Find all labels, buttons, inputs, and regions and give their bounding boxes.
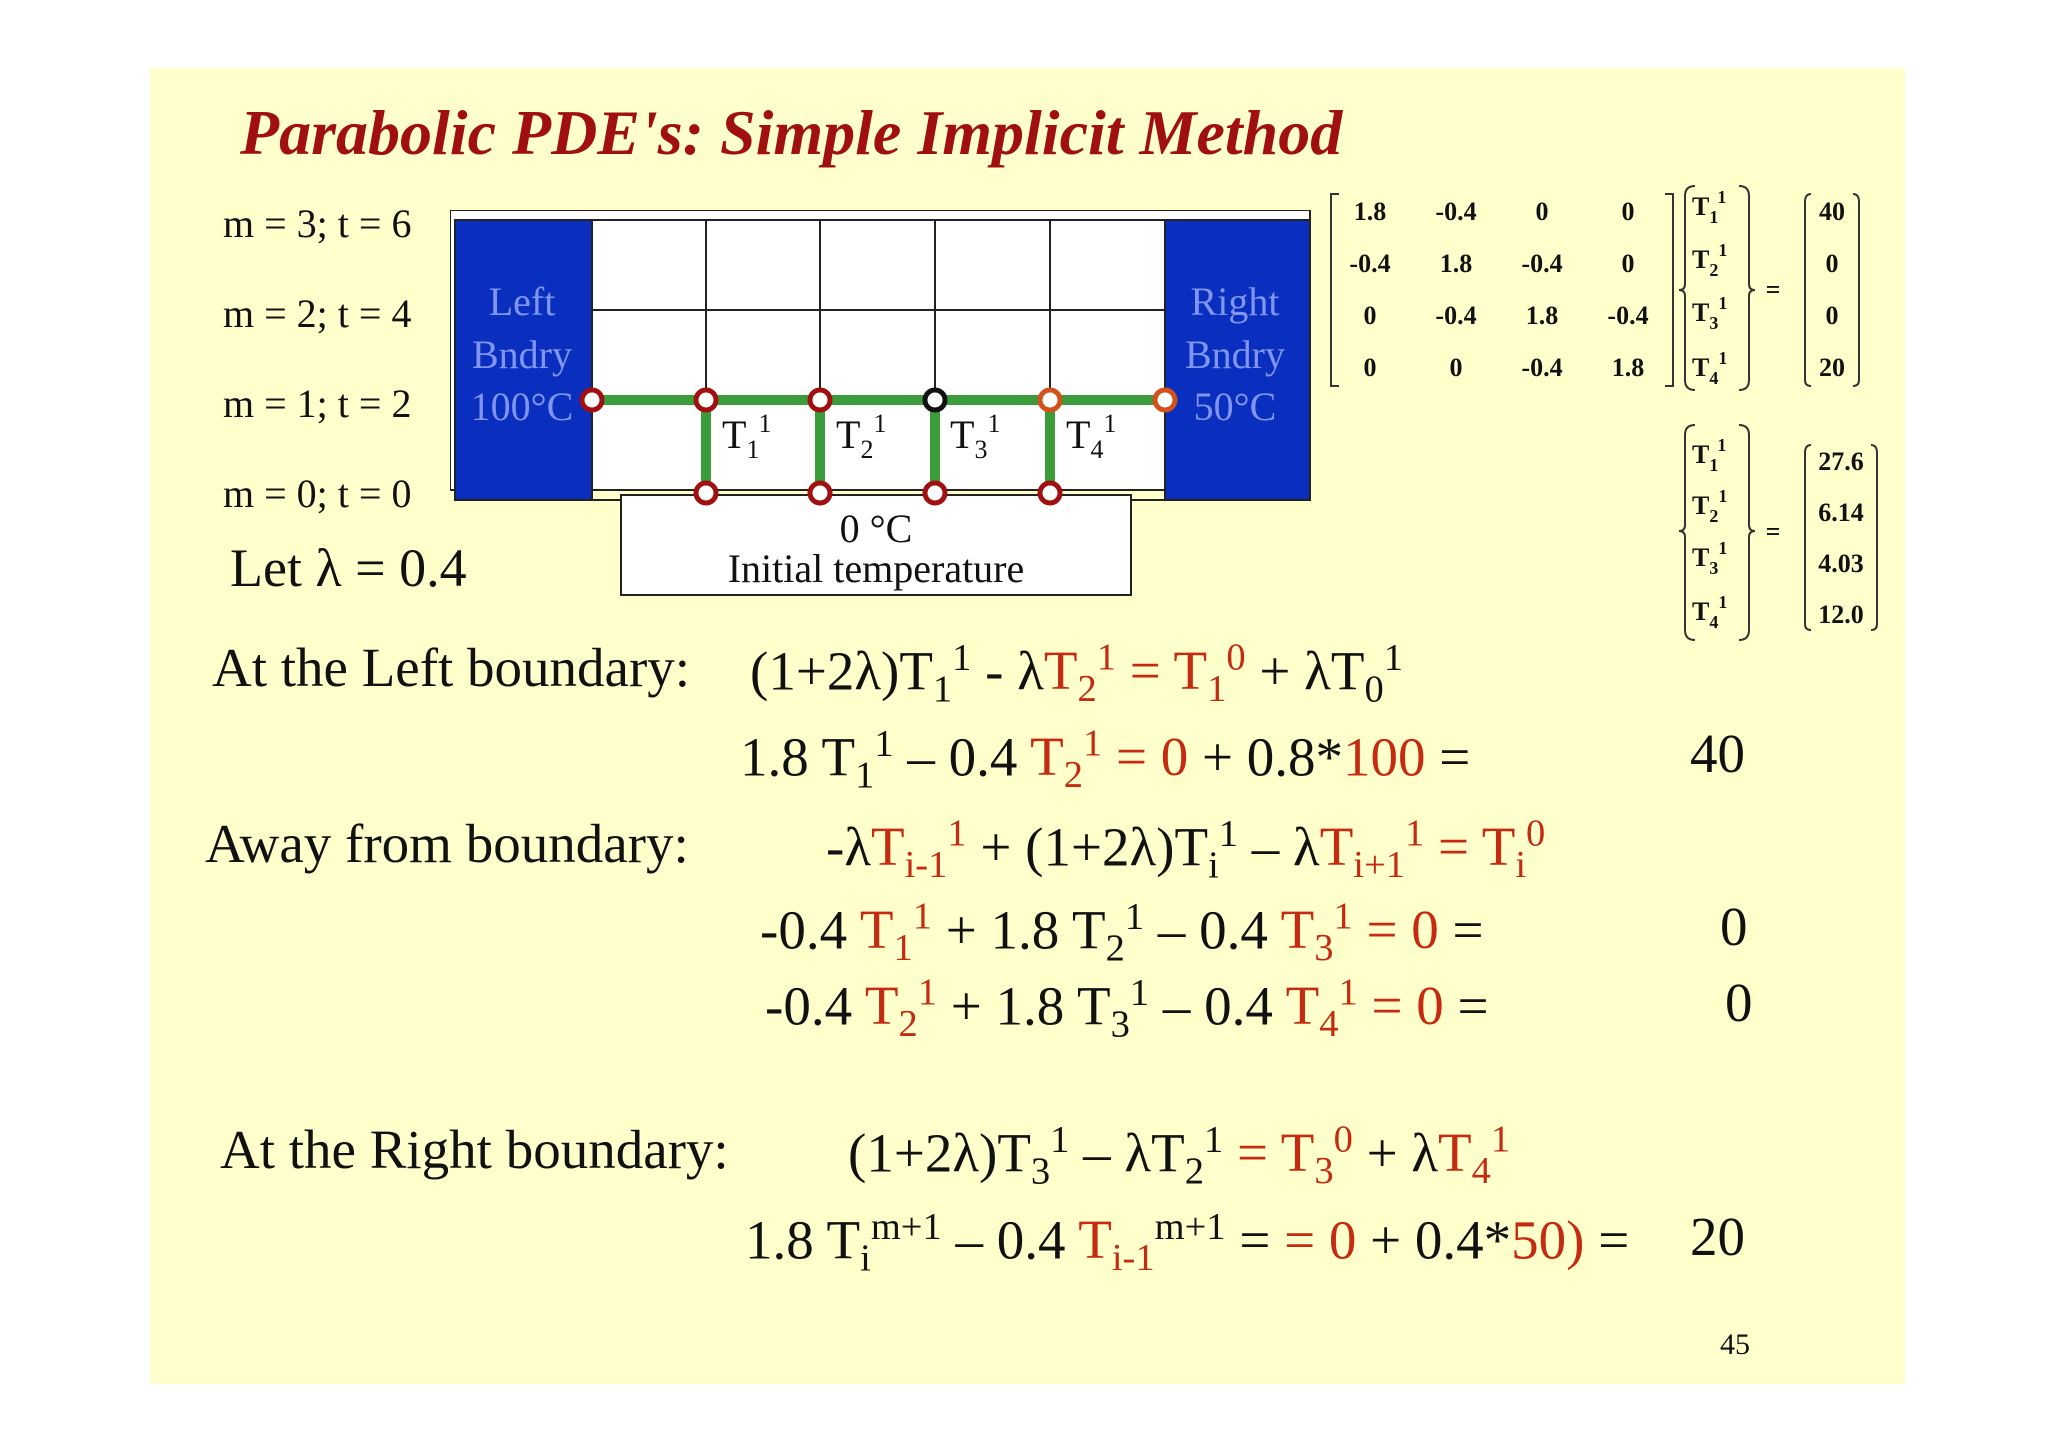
node-t2 — [810, 390, 830, 410]
solution-value-3: 12.0 — [1818, 600, 1864, 629]
rhs-vector-0: 40 — [1819, 197, 1845, 226]
right-boundary-line2: Bndry — [1185, 332, 1285, 377]
matrix-cell-3-2: -0.4 — [1521, 353, 1563, 382]
rhs-vector-1: 0 — [1825, 249, 1839, 278]
rhs-left: 40 — [1690, 723, 1745, 784]
node-t4 — [1040, 390, 1060, 410]
initial-node-2 — [810, 483, 830, 503]
node-label-t4: $T_4^1$ — [1066, 409, 1117, 464]
boundary-node-left — [582, 390, 602, 410]
node-t1 — [696, 390, 716, 410]
equation-away-numeric-1: -0.4 $T_1^1 + 1.8$ $T_2^1 - 0.4$ $T_3^1 = 0$ = — [760, 896, 1484, 970]
matrix-cell-2-3: -0.4 — [1607, 301, 1649, 330]
node-label-t1: $T_1^1$ — [722, 409, 772, 464]
rhs-vector-3: 20 — [1819, 353, 1845, 382]
unknown-t1: $T_1^1$ — [1692, 187, 1727, 227]
matrix-cell-3-3: 1.8 — [1611, 353, 1645, 382]
matrix-cell-0-2: 0 — [1535, 197, 1549, 226]
equation-right-general: $(1+2\lambda)T_3^1 - \lambda T_2^1 = T_3^0 + \lambda T_4^1$ — [848, 1119, 1511, 1193]
rhs-right: 20 — [1690, 1206, 1745, 1267]
section-left-boundary: At the Left boundary: — [212, 637, 691, 698]
unknown-t2: $T_2^1$ — [1692, 240, 1728, 280]
time-level-label-1: m = 1; t = 2 — [223, 381, 412, 426]
slide-number: 45 — [1720, 1328, 1750, 1361]
left-boundary-line2: Bndry — [472, 332, 572, 377]
solution-unknown-t2: $T_2^1$ — [1692, 486, 1728, 526]
initial-label: Initial temperature — [727, 546, 1025, 591]
initial-node-3 — [925, 483, 945, 503]
matrix-cell-1-1: 1.8 — [1439, 249, 1473, 278]
equation-away-numeric-2: -0.4 $T_2^1 + 1.8$ $T_3^1 - 0.4$ $T_4^1 = 0$ = — [765, 972, 1489, 1046]
time-level-label-3: m = 3; t = 6 — [223, 201, 412, 246]
solution-value-0: 27.6 — [1818, 447, 1864, 476]
matrix-cell-2-1: -0.4 — [1435, 301, 1477, 330]
solution-equals-sign: = — [1765, 517, 1781, 546]
left-boundary-line3: 100°C — [470, 384, 574, 429]
matrix-cell-1-2: -0.4 — [1521, 249, 1563, 278]
time-level-label-0: m = 0; t = 0 — [223, 471, 412, 516]
initial-node-1 — [696, 483, 716, 503]
section-right-boundary: At the Right boundary: — [220, 1119, 729, 1180]
boundary-node-right — [1155, 390, 1175, 410]
slide-title: Parabolic PDE's: Simple Implicit Method — [240, 97, 1343, 168]
equation-left-general: $(1+2\lambda)T_1^1 - \lambda T_2^1 = T_1^0 + \lambda T_0^1$ — [750, 637, 1403, 711]
solution-value-2: 4.03 — [1818, 549, 1864, 578]
matrix-cell-3-1: 0 — [1449, 353, 1463, 382]
matrix-cell-0-3: 0 — [1621, 197, 1635, 226]
matrix-cell-0-0: 1.8 — [1353, 197, 1387, 226]
matrix-cell-0-1: -0.4 — [1435, 197, 1477, 226]
node-label-t2: $T_2^1$ — [836, 409, 887, 464]
unknown-t3: $T_3^1$ — [1692, 293, 1728, 333]
matrix-equals-sign: = — [1765, 275, 1781, 304]
matrix-cell-3-0: 0 — [1363, 353, 1377, 382]
matrix-cell-1-3: 0 — [1621, 249, 1635, 278]
matrix-cell-2-2: 1.8 — [1525, 301, 1559, 330]
matrix-cell-1-0: -0.4 — [1349, 249, 1391, 278]
node-t3 — [925, 390, 945, 410]
left-boundary-line1: Left — [488, 279, 556, 324]
matrix-cell-2-0: 0 — [1363, 301, 1377, 330]
initial-value: 0 °C — [839, 506, 913, 551]
grid-diagram — [450, 210, 1320, 610]
equation-left-numeric: 1.8 $T_1^1 - 0.4$ $T_2^1 = 0 + 0.8*100$ = — [740, 723, 1471, 797]
right-boundary-line1: Right — [1190, 279, 1280, 324]
unknown-t4: $T_4^1$ — [1692, 348, 1728, 388]
lambda-definition: Let λ = 0.4 — [230, 538, 467, 598]
solution-unknown-t3: $T_3^1$ — [1692, 538, 1728, 578]
matrix-brackets — [1331, 186, 1877, 640]
rhs-away-2: 0 — [1725, 972, 1753, 1033]
rhs-away-1: 0 — [1720, 896, 1748, 957]
matrix-system — [1325, 180, 1895, 660]
equation-away-general: $-\lambda T_{i-1}^1 + (1+2\lambda)T_i^1 - \lambda T_{i+1}^1 = T_i^0$ — [826, 813, 1546, 887]
solution-value-1: 6.14 — [1818, 498, 1864, 527]
node-label-t3: $T_3^1$ — [950, 409, 1001, 464]
section-away-boundary: Away from boundary: — [205, 813, 689, 874]
time-level-label-2: m = 2; t = 4 — [223, 291, 412, 336]
rhs-vector-2: 0 — [1825, 301, 1839, 330]
solution-unknown-t4: $T_4^1$ — [1692, 592, 1728, 632]
right-boundary-line3: 50°C — [1193, 384, 1277, 429]
initial-node-4 — [1040, 483, 1060, 503]
equation-right-numeric: 1.8 $T_i^{m+1} - 0.4$ $T_{i-1}^{m+1}$ = = 0 + 0.4*50) = — [745, 1206, 1630, 1280]
solution-unknown-t1: $T_1^1$ — [1692, 435, 1727, 475]
